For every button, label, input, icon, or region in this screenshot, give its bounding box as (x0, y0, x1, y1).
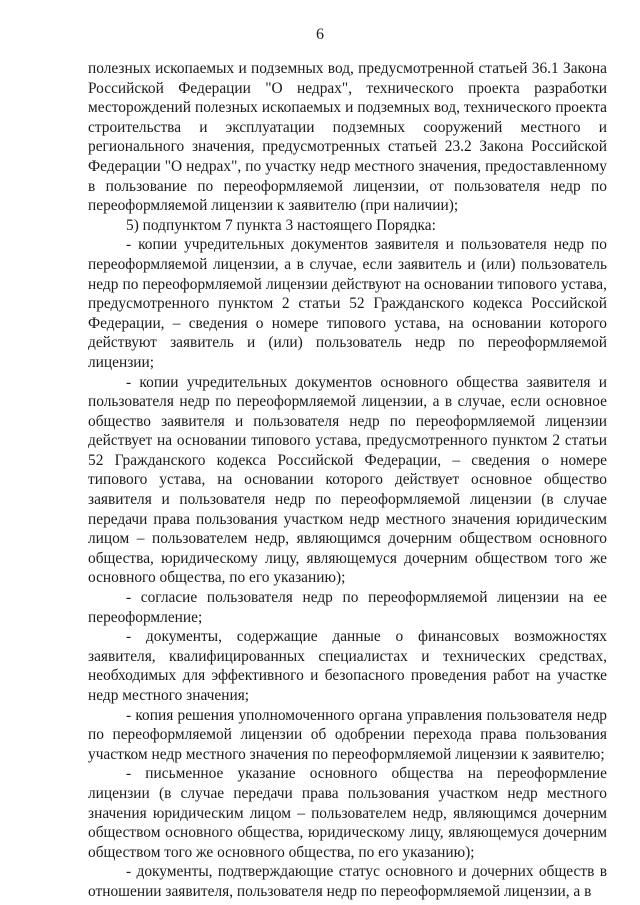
document-body (88, 59, 607, 902)
paragraph-subitem-5: 5) подпунктом 7 пункта 3 настоящего Порядка: (126, 216, 436, 234)
list-item-status-documents: - документы, подтверждающие статус основного и дочерних обществ в отношении заявителя, пользователя недр по переоформляемой лицензии, а в (88, 863, 607, 900)
list-item-financial-documents: - документы, содержащие данные о финансовых возможностях заявителя, квалифицированных специалистах и технических средствах, необходимых для эффективного и безопасного проведения работ на участке недр местного значения; (88, 628, 607, 704)
list-item-consent: - согласие пользователя недр по переоформляемой лицензии на ее переоформление; (88, 589, 607, 626)
list-item-written-instruction: - письменное указание основного общества на переоформление лицензии (в случае передачи права пользования участком недр местного значения юридическим лицом – пользователем недр, являющимся дочерним обществом основного общества, юридическому лицу, являющемуся дочерним обществом того же основного общества, по его указанию); (88, 765, 607, 861)
list-item-parent-company-documents: - копии учредительных документов основного общества заявителя и пользователя недр по переоформляемой лицензии, а в случае, если основное общество заявителя и пользователя недр по переоформляемой лицензии действует на основании типового устава, предусмотренного пунктом 2 статьи 52 Гражданского кодекса Российской Федерации, – сведения о номере типового устава, на основании которого действует основное общество заявителя и пользователя недр по переоформляемой лицензии (в случае передачи права пользования участком недр местного значения юридическим лицом – пользователем недр, являющимся дочерним обществом основного общества, юридическому лицу, являющемуся дочерним обществом того же основного общества, по его указанию); (88, 373, 607, 587)
page-number: 6 (316, 26, 324, 43)
list-item-approval-decision: - копия решения уполномоченного органа управления пользователя недр по переоформляемой лицензии об одобрении перехода права пользования участком недр местного значения по переоформляемой лицензии к заявителю; (88, 706, 607, 763)
paragraph-continuation: полезных ископаемых и подземных вод, предусмотренной статьей 36.1 Закона Российской Федерации "О недрах", технического проекта разработки месторождений полезных ископаемых и подземных вод, технического проекта строительства и эксплуатации подземных сооружений местного и регионального значения, предусмотренных статьей 23.2 Закона Российской Федерации "О недрах", по участку недр местного значения, предоставленному в пользование по переоформляемой лицензии, от пользователя недр по переоформляемой лицензии к заявителю (при наличии); (88, 60, 607, 215)
list-item-founding-documents: - копии учредительных документов заявителя и пользователя недр по переоформляемой лицензии, а в случае, если заявитель и (или) пользователь недр по переоформляемой лицензии действуют на основании типового устава, предусмотренного пунктом 2 статьи 52 Гражданского кодекса Российской Федерации, – сведения о номере типового устава, на основании которого действуют заявитель и (или) пользователь недр по переоформляемой лицензии; (88, 236, 607, 371)
